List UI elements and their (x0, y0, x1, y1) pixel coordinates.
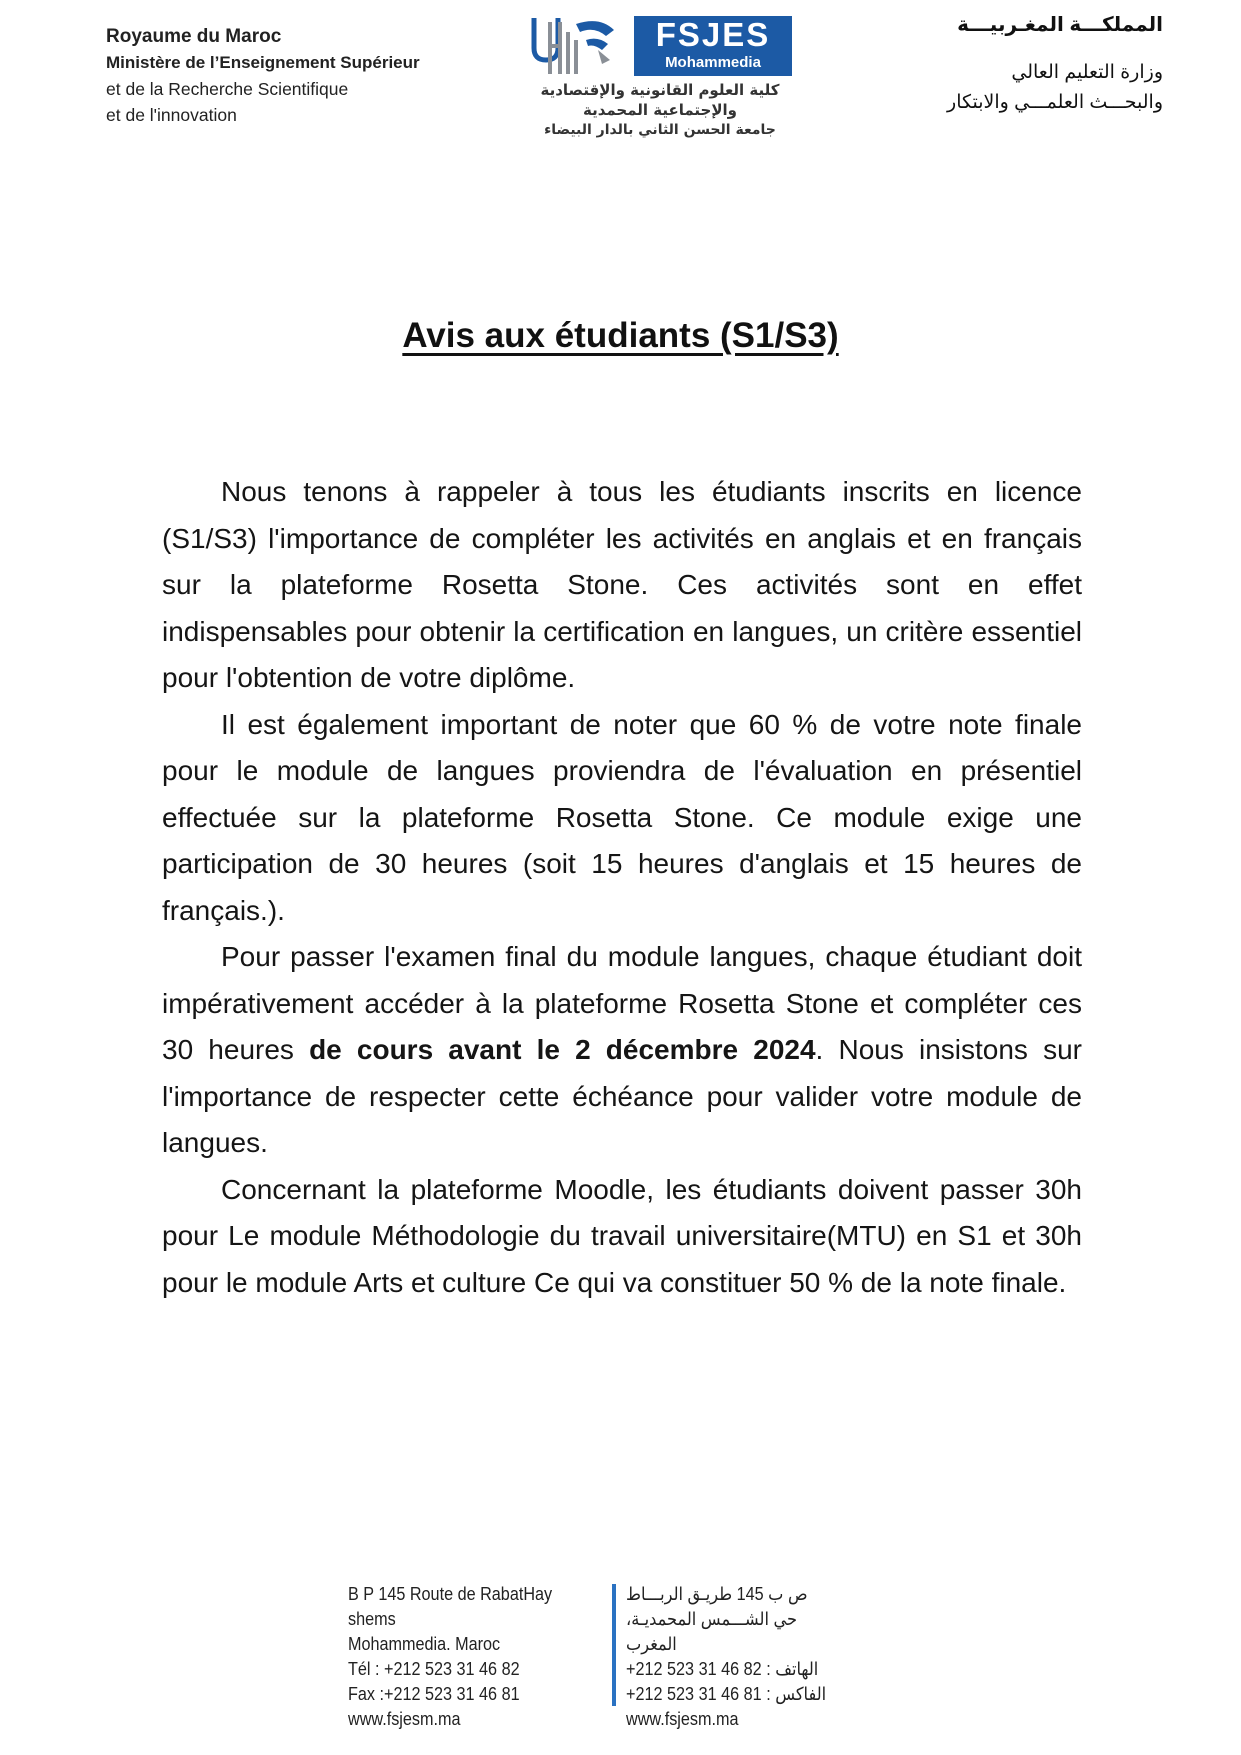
ministry-line3-fr: et de l'innovation (106, 105, 237, 125)
paragraph-2: Il est également important de noter que 60 % de votre note finale pour le module de langues proviendra de l'évaluation en présentiel effectuée sur la plateforme Rosetta Stone. Ce module exige une participation de 30 heures (soit 15 heures d'anglais et 15 heures de français.). (162, 708, 1082, 926)
paragraph-1: Nous tenons à rappeler à tous les étudiants inscrits en licence (S1/S3) l'importance de compléter les activités en anglais et en français sur la plateforme Rosetta Stone. Ces activités sont en effet indispensables pour obtenir la certification en langues, un critère essentiel pour l'obtention de votre diplôme. (162, 476, 1082, 693)
faculty-name-ar-line2: والإجتماعية المحمدية (582, 101, 738, 119)
ministry-line2-fr: et de la Recherche Scientifique (106, 79, 349, 99)
footer-contact (348, 1582, 868, 1729)
footer-tel-fr: Tél : +212 523 31 46 82 (348, 1659, 520, 1679)
brand-name: FSJES (655, 16, 771, 53)
footer-address-line2-ar: حي الشـــمس المحمديـة، المغرب (626, 1609, 797, 1654)
header-right-block (903, 10, 1163, 118)
header-left-block (106, 24, 420, 128)
footer-fax-ar: الفاكس : 81 46 31 523 212+ (626, 1684, 827, 1704)
notice-body (162, 469, 1082, 1306)
footer-tel-ar: الهاتف : 82 46 31 523 212+ (626, 1659, 819, 1679)
paragraph-4: Concernant la plateforme Moodle, les étudiants doivent passer 30h pour Le module Méthodologie du travail universitaire(MTU) en S1 et 30h pour le module Arts et culture Ce qui va constituer 50 % de la note finale. (162, 1173, 1082, 1298)
fsjes-logo (528, 14, 792, 146)
fsjes-brand-box (634, 16, 792, 76)
faculty-name-ar-line1: كلية العلوم القانونية والإقتصادية (540, 81, 780, 99)
notice-title: Avis aux étudiants (S1/S3) (402, 316, 839, 355)
university-name-ar: جامعة الحسن الثاني بالدار البيضاء (544, 122, 776, 138)
paragraph-3-start: Pour passer l'examen final du module langues, chaque étudiant doit impérativement accéder à la plateforme Rosetta Stone et compléter ces 30 heures (162, 941, 1082, 1065)
university-emblem-icon (528, 14, 620, 76)
footer-contact-ar (626, 1582, 842, 1732)
paragraph-3-end: . Nous insistons sur l'importance de respecter cette échéance pour valider votre module de langues. (162, 1034, 1082, 1158)
footer-contact-fr (348, 1582, 584, 1732)
footer-website-ar: www.fsjesm.ma (626, 1709, 739, 1729)
paragraph-3 (162, 934, 1082, 1167)
kingdom-name-ar: المملكـــة المغـربيـــة (957, 14, 1163, 36)
ministry-name-ar: وزارة التعليم العالي (1011, 62, 1163, 83)
ministry-name-fr: Ministère de l’Enseignement Supérieur (106, 53, 420, 72)
footer-address-line1-ar: ص ب 145 طريـق الربـــاط (626, 1584, 808, 1604)
footer-address-line1-fr: B P 145 Route de RabatHay shems (348, 1584, 553, 1629)
brand-city: Mohammedia (665, 54, 761, 71)
footer-fax-fr: Fax :+212 523 31 46 81 (348, 1684, 520, 1704)
footer-address-line2-fr: Mohammedia. Maroc (348, 1634, 501, 1654)
footer-website-fr: www.fsjesm.ma (348, 1709, 461, 1729)
ministry-line2-ar: والبحـــث العلمـــي والابتكار (947, 92, 1163, 113)
footer-separator (612, 1584, 616, 1706)
deadline-text: de cours avant le 2 décembre 2024 (309, 1034, 816, 1065)
kingdom-name-fr: Royaume du Maroc (106, 26, 282, 47)
